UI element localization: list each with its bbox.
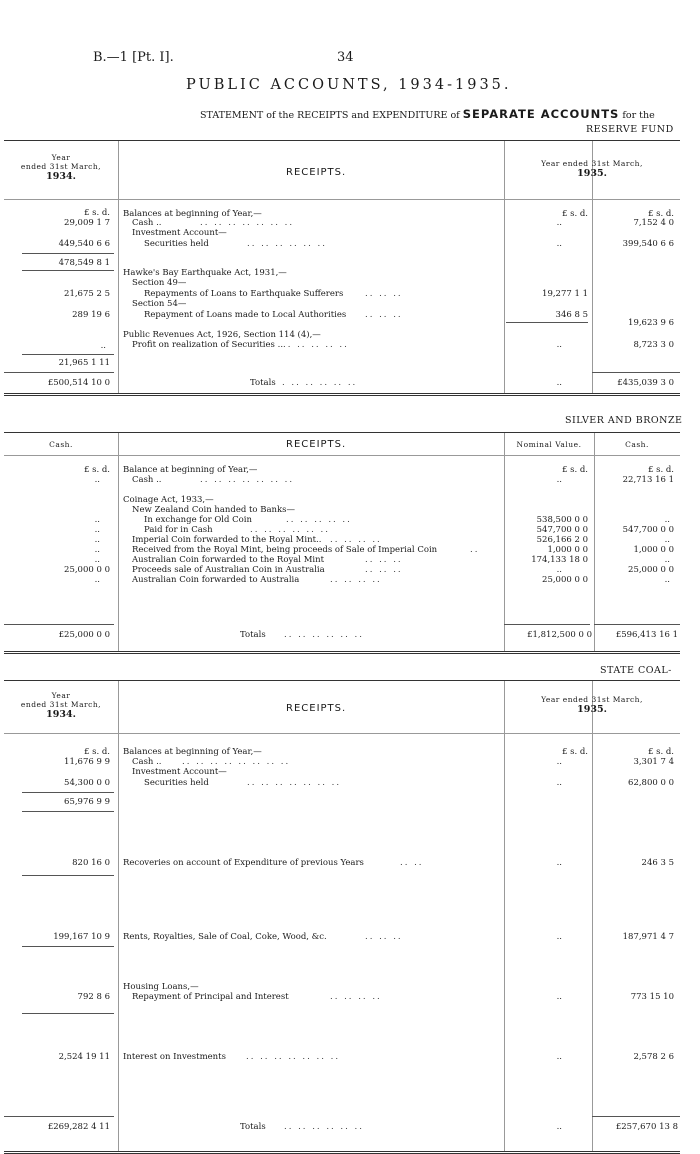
table-cell: 399,540 6 6 — [622, 239, 674, 249]
table-cell: .. — [664, 575, 670, 585]
leader-dots: .. .. .. .. .. .. .. — [200, 475, 295, 485]
table-cell: 346 8 5 — [555, 310, 588, 320]
table-cell: Section 49— — [132, 278, 187, 288]
table-cell: 2,524 19 11 — [58, 1052, 110, 1062]
sum-rule — [22, 792, 114, 793]
table-cell: 538,500 0 0 — [536, 515, 588, 525]
sum-rule — [22, 270, 114, 271]
table-cell: 792 8 6 — [77, 992, 110, 1002]
table-cell: £ s. d. — [647, 747, 674, 757]
table-cell: 174,133 18 0 — [531, 555, 588, 565]
leader-dots: .. .. .. .. .. — [283, 340, 349, 350]
table-cell: £ s. d. — [561, 747, 588, 757]
table-cell: .. — [556, 757, 562, 767]
leader-dots: .. .. .. .. — [330, 535, 382, 545]
totals-label: Totals — [240, 630, 266, 640]
leader-dots: .. .. .. .. .. .. .. — [200, 218, 295, 228]
table-cell: Cash .. — [132, 757, 162, 767]
lsd-heading: £ s. d. — [83, 208, 110, 218]
table-cell: £1,812,500 0 0 — [527, 630, 592, 640]
table-cell: Securities held — [144, 778, 209, 788]
table-cell: 246 3 5 — [641, 858, 674, 868]
table-cell: .. — [664, 515, 670, 525]
table-cell: 2,578 2 6 — [633, 1052, 674, 1062]
table-cell: £596,413 16 1 — [615, 630, 678, 640]
table-cell: New Zealand Coin handed to Banks— — [132, 505, 296, 515]
table-cell: £500,514 10 0 — [47, 378, 110, 388]
leader-dots: .. .. — [400, 858, 424, 868]
col-header-left: Year ended 31st March, 1934. — [20, 691, 102, 720]
table-cell: .. — [556, 932, 562, 942]
table-cell: Repayment of Principal and Interest — [132, 992, 289, 1002]
table-cell: .. — [556, 218, 562, 228]
col-header-right: Year ended 31st March, 1935. — [541, 159, 643, 179]
table-cell: Housing Loans,— — [123, 982, 199, 992]
table-cell: Balances at beginning of Year,— — [123, 209, 262, 219]
table-cell: £ s. d. — [647, 465, 674, 475]
table-cell: Interest on Investments — [123, 1052, 226, 1062]
table-cell: Coinage Act, 1933,— — [123, 495, 214, 505]
col-header-receipts: RECEIPTS. — [286, 439, 347, 450]
reserve-fund-title: RESERVE FUND — [586, 124, 674, 135]
table-cell: Received from the Royal Mint, being proceeds of Sale of Imperial Coin — [132, 545, 438, 555]
table-cell: Balances at beginning of Year,— — [123, 747, 262, 757]
statement-heading — [200, 107, 655, 121]
table-cell: .. — [664, 555, 670, 565]
table-cell: .. — [100, 341, 106, 351]
table-cell: 62,800 0 0 — [628, 778, 674, 788]
col-header-nominal: Nominal Value. — [516, 440, 582, 449]
leader-dots: .. .. .. — [365, 565, 403, 575]
page-title: PUBLIC ACCOUNTS, 1934-1935. — [186, 77, 512, 93]
table-cell: Investment Account— — [132, 228, 227, 238]
table-cell: £25,000 0 0 — [58, 630, 110, 640]
sum-rule — [22, 946, 114, 947]
sum-rule — [22, 875, 114, 876]
sum-rule — [22, 811, 114, 812]
table-cell: £ s. d. — [561, 465, 588, 475]
table-cell: 19,277 1 1 — [542, 289, 588, 299]
statement-bold: SEPARATE ACCOUNTS — [462, 107, 620, 121]
table-cell: £257,670 13 8 — [615, 1122, 678, 1132]
statement-prefix: STATEMENT of the RECEIPTS and EXPENDITURE of — [200, 110, 460, 121]
table-cell: 526,166 2 0 — [536, 535, 588, 545]
table-cell: .. — [556, 340, 562, 350]
col-header-receipts: RECEIPTS. — [286, 703, 347, 714]
leader-dots: .. .. .. .. .. .. — [250, 525, 330, 535]
sum-rule — [4, 372, 114, 373]
table-cell: £ s. d. — [83, 465, 110, 475]
column-divider — [118, 681, 119, 1151]
table-cell: Section 54— — [132, 299, 187, 309]
table-cell: .. — [556, 565, 562, 575]
sum-rule — [592, 1116, 680, 1117]
table-cell: 478,549 8 1 — [58, 258, 110, 268]
table-cell: .. — [94, 475, 100, 485]
state-coal-title: STATE COAL- — [600, 665, 672, 676]
leader-dots: .. .. .. — [365, 289, 403, 299]
table-cell: £ s. d. — [561, 209, 588, 219]
table-cell: Repayments of Loans to Earthquake Sufferers — [144, 289, 344, 299]
table-cell: 21,965 1 11 — [58, 358, 110, 368]
table-cell: 54,300 0 0 — [64, 778, 110, 788]
table-cell: 547,700 0 0 — [622, 525, 674, 535]
table-cell: .. — [556, 475, 562, 485]
table-cell: Hawke's Bay Earthquake Act, 1931,— — [123, 268, 287, 278]
table-cell: 7,152 4 0 — [633, 218, 674, 228]
table-cell: 289 19 6 — [72, 310, 110, 320]
leader-dots: .. .. .. .. — [330, 575, 382, 585]
table-cell: .. — [664, 535, 670, 545]
table-cell: Proceeds sale of Australian Coin in Australia — [132, 565, 325, 575]
table-cell: Recoveries on account of Expenditure of previous Years — [123, 858, 364, 868]
leader-dots: .. .. .. .. .. .. .. — [246, 1052, 341, 1062]
table-cell: In exchange for Old Coin — [144, 515, 252, 525]
column-divider — [504, 433, 505, 651]
leader-dots: .. .. .. .. .. .. — [284, 630, 364, 640]
table-cell: £ s. d. — [647, 209, 674, 219]
table-cell: 29,009 1 7 — [64, 218, 110, 228]
leader-dots: . .. .. .. .. .. — [282, 378, 358, 388]
sum-rule — [22, 354, 114, 355]
table-cell: .. — [94, 575, 100, 585]
sum-rule — [22, 1013, 114, 1014]
table-cell: .. — [556, 1122, 562, 1132]
table-cell: .. — [94, 555, 100, 565]
table-cell: Australian Coin forwarded to the Royal Mint — [132, 555, 325, 565]
sum-rule — [594, 624, 680, 625]
table-cell: Securities held — [144, 239, 209, 249]
table-cell: 773 15 10 — [630, 992, 674, 1002]
table-cell: 19,623 9 6 — [628, 318, 674, 328]
table-cell: 547,700 0 0 — [536, 525, 588, 535]
leader-dots: .. .. .. .. .. .. .. — [247, 778, 342, 788]
totals-label: Totals — [240, 1122, 266, 1132]
table-cell: Australian Coin forwarded to Australia — [132, 575, 300, 585]
sum-rule — [506, 322, 588, 323]
sum-rule — [4, 1116, 114, 1117]
table-cell: Rents, Royalties, Sale of Coal, Coke, Wood, &c. — [123, 932, 327, 942]
leader-dots: .. .. .. .. .. .. — [247, 239, 327, 249]
table-cell: Public Revenues Act, 1926, Section 114 (4),— — [123, 330, 321, 340]
table-cell: Imperial Coin forwarded to the Royal Mint.. — [132, 535, 322, 545]
column-divider — [592, 681, 593, 1151]
table-cell: .. — [94, 545, 100, 555]
silver-bronze-title: SILVER AND BRONZE — [565, 415, 683, 426]
column-divider — [504, 681, 505, 1151]
col-header-receipts: RECEIPTS. — [286, 167, 347, 178]
table-cell: 820 16 0 — [72, 858, 110, 868]
table-cell: .. — [94, 525, 100, 535]
leader-dots: .. .. .. — [365, 932, 403, 942]
leader-dots: .. .. .. .. — [330, 992, 382, 1002]
table-cell: .. — [556, 1052, 562, 1062]
table-cell: £ s. d. — [83, 747, 110, 757]
table-cell: 25,000 0 0 — [628, 565, 674, 575]
table-cell: .. — [556, 778, 562, 788]
table-cell: Repayment of Loans made to Local Authorities — [144, 310, 347, 320]
leader-dots: .. .. .. — [365, 310, 403, 320]
leader-dots: .. — [470, 545, 480, 555]
leader-dots: .. .. .. .. .. — [286, 515, 352, 525]
table-cell: Cash .. — [132, 218, 162, 228]
leader-dots: .. .. .. .. .. .. .. .. — [182, 757, 291, 767]
col-header-cash-right: Cash. — [625, 440, 649, 449]
column-divider — [118, 141, 119, 393]
table-cell: 3,301 7 4 — [633, 757, 674, 767]
table-cell: .. — [556, 239, 562, 249]
table-cell: 1,000 0 0 — [633, 545, 674, 555]
table-cell: 25,000 0 0 — [64, 565, 110, 575]
table-cell: Cash .. — [132, 475, 162, 485]
table-cell: Paid for in Cash — [144, 525, 213, 535]
col-header-cash: Cash. — [49, 440, 73, 449]
table-cell: .. — [556, 378, 562, 388]
page-number: 34 — [337, 50, 354, 65]
table-cell: 65,976 9 9 — [64, 797, 110, 807]
leader-dots: .. .. .. .. .. .. — [284, 1122, 364, 1132]
table-cell: Profit on realization of Securities .. — [132, 340, 284, 350]
table-cell: 8,723 3 0 — [633, 340, 674, 350]
table-cell: 199,167 10 9 — [53, 932, 110, 942]
column-divider — [594, 433, 595, 651]
statement-suffix: for the — [622, 110, 655, 121]
table-cell: 449,540 6 6 — [58, 239, 110, 249]
table-cell: .. — [556, 858, 562, 868]
document-reference: B.—1 [Pt. I]. — [93, 50, 174, 65]
sum-rule — [4, 624, 114, 625]
table-cell: 21,675 2 5 — [64, 289, 110, 299]
table-cell: Balance at beginning of Year,— — [123, 465, 258, 475]
table-cell: £269,282 4 11 — [47, 1122, 110, 1132]
table-cell: £435,039 3 0 — [617, 378, 674, 388]
table-cell: 22,713 16 1 — [622, 475, 674, 485]
table-cell: .. — [94, 535, 100, 545]
column-divider — [118, 433, 119, 651]
leader-dots: .. .. .. — [365, 555, 403, 565]
sum-rule — [592, 372, 680, 373]
sum-rule — [504, 624, 590, 625]
col-header-left: Year ended 31st March, 1934. — [20, 153, 102, 182]
table-cell: .. — [94, 515, 100, 525]
col-header-right: Year ended 31st March, 1935. — [541, 695, 643, 715]
table-cell: .. — [556, 992, 562, 1002]
table-cell: 187,971 4 7 — [622, 932, 674, 942]
sum-rule — [22, 253, 114, 254]
table-cell: 11,676 9 9 — [64, 757, 110, 767]
table-cell: Investment Account— — [132, 767, 227, 777]
table-cell: 25,000 0 0 — [542, 575, 588, 585]
totals-label: Totals — [250, 378, 276, 388]
table-cell: 1,000 0 0 — [547, 545, 588, 555]
